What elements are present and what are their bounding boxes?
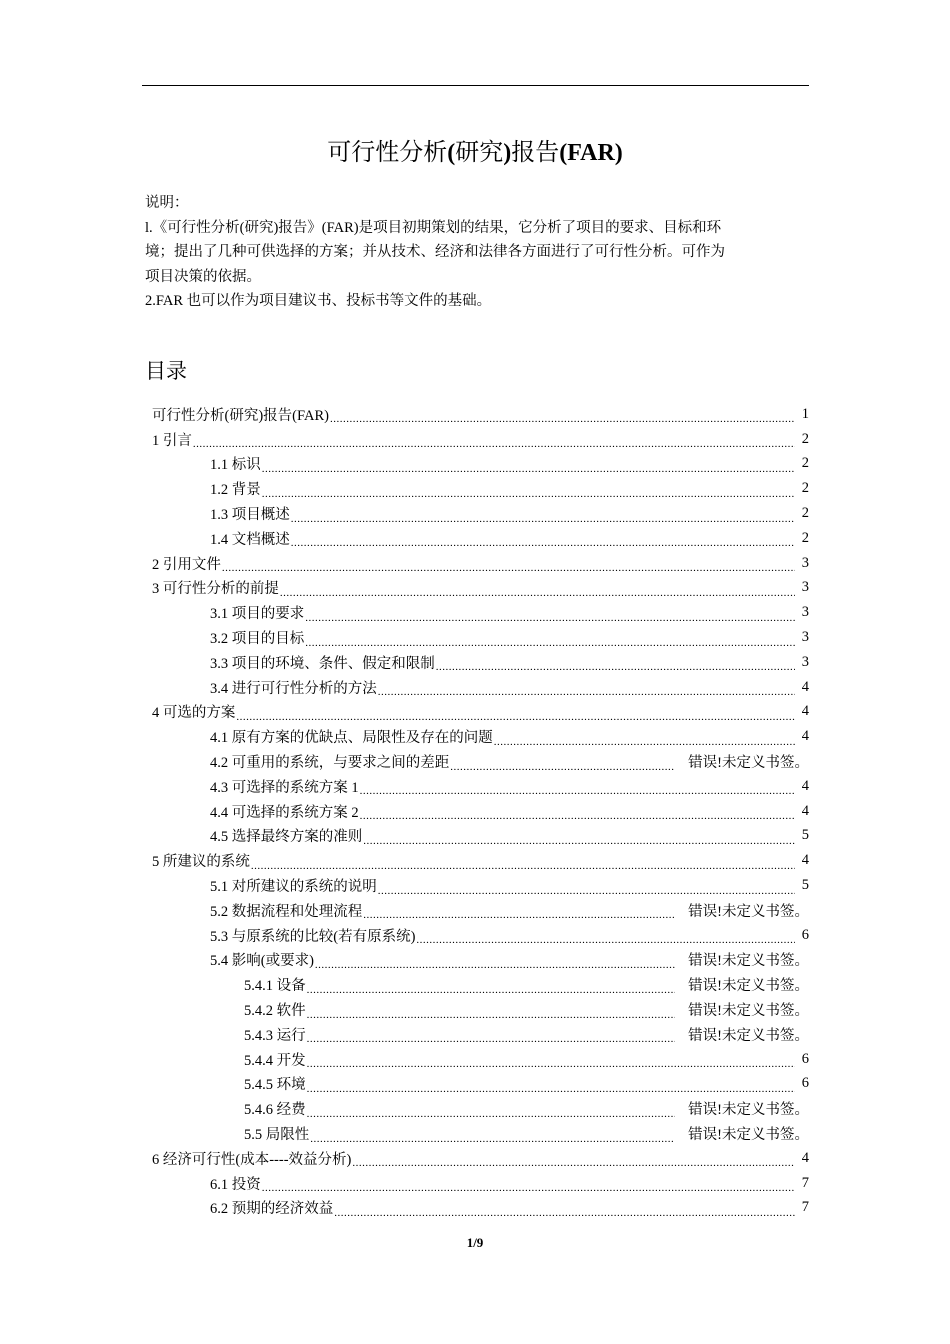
toc-entry-title: 4 可选的方案 <box>152 705 236 722</box>
toc-entry-page: 2 <box>801 480 809 497</box>
toc-entry-title: 5 所建议的系统 <box>152 854 250 871</box>
toc-entry-page: 4 <box>801 777 809 794</box>
toc-entry[interactable] <box>152 1096 809 1121</box>
intro-notes <box>145 191 810 314</box>
toc-entry-page: 3 <box>801 604 809 621</box>
toc-dot-leader <box>315 956 675 970</box>
toc-entry-page: 7 <box>801 1199 809 1216</box>
toc-entry-page: 3 <box>801 579 809 596</box>
toc-entry-title: 3.1 项目的要求 <box>210 606 305 623</box>
toc-dot-leader <box>363 906 675 920</box>
toc-dot-leader <box>262 460 795 474</box>
note-label: 说明： <box>145 195 189 211</box>
toc-dot-leader <box>262 1179 795 1193</box>
toc-entry[interactable] <box>152 427 809 452</box>
toc-dot-leader <box>360 782 795 796</box>
page-number-footer: 1/9 <box>466 1235 484 1250</box>
toc-dot-leader <box>291 534 795 548</box>
toc-entry[interactable] <box>152 898 809 923</box>
toc-entry-title: 5.4.3 运行 <box>244 1027 306 1044</box>
toc-entry-page: 4 <box>801 802 809 819</box>
toc-dot-leader <box>305 609 795 623</box>
toc-entry[interactable] <box>152 848 809 873</box>
toc-dot-leader <box>280 584 795 598</box>
toc-heading: 目录 <box>145 359 187 383</box>
toc-entry-title: 5.4.5 环境 <box>244 1077 306 1094</box>
toc-entry[interactable] <box>152 1072 809 1097</box>
toc-entry[interactable] <box>152 948 809 973</box>
toc-dot-leader <box>360 807 795 821</box>
toc-entry-page: 6 <box>801 926 809 943</box>
toc-entry-page: 2 <box>801 430 809 447</box>
toc-entry[interactable] <box>152 824 809 849</box>
toc-entry-title: 3.2 项目的目标 <box>210 631 305 648</box>
table-of-contents <box>152 402 809 1220</box>
toc-entry[interactable] <box>152 650 809 675</box>
toc-entry-page: 7 <box>801 1174 809 1191</box>
toc-entry[interactable] <box>152 1146 809 1171</box>
toc-entry[interactable] <box>152 1121 809 1146</box>
toc-entry[interactable] <box>152 873 809 898</box>
toc-entry-title: 5.4.6 经费 <box>244 1102 306 1119</box>
toc-dot-leader <box>307 1055 795 1069</box>
toc-entry[interactable] <box>152 1047 809 1072</box>
toc-entry-title: 3.3 项目的环境、条件、假定和限制 <box>210 655 435 672</box>
toc-entry-title: 6.1 投资 <box>210 1176 261 1193</box>
toc-entry[interactable] <box>152 749 809 774</box>
toc-entry-title: 4.4 可选择的系统方案 2 <box>210 804 359 821</box>
toc-entry-title: 5.4 影响(或要求) <box>210 953 314 970</box>
toc-entry-page: 5 <box>801 877 809 894</box>
toc-entry-title: 1.3 项目概述 <box>210 507 290 524</box>
toc-entry[interactable] <box>152 923 809 948</box>
toc-entry-title: 5.1 对所建议的系统的说明 <box>210 879 377 896</box>
toc-entry-page: 4 <box>801 703 809 720</box>
toc-entry-title: 5.5 局限性 <box>244 1127 310 1143</box>
toc-dot-leader <box>436 658 795 672</box>
toc-entry-page: 6 <box>801 1075 809 1092</box>
toc-entry-page: 4 <box>801 678 809 695</box>
toc-entry[interactable] <box>152 476 809 501</box>
toc-entry-page: 3 <box>801 554 809 571</box>
note-line: l.《可行性分析(研究)报告》(FAR)是项目初期策划的结果，它分析了项目的要求、目标和环 <box>145 219 722 236</box>
toc-entry-title: 6.2 预期的经济效益 <box>210 1201 334 1218</box>
toc-dot-leader <box>334 1204 795 1218</box>
note-line: 2.FAR 也可以作为项目建议书、投标书等文件的基础。 <box>145 293 492 309</box>
toc-dot-leader <box>378 683 795 697</box>
toc-entry-page: 4 <box>801 1149 809 1166</box>
toc-entry[interactable] <box>152 452 809 477</box>
document-title: 可行性分析(研究)报告(FAR) <box>327 140 623 166</box>
toc-entry-title: 5.4.4 开发 <box>244 1052 306 1069</box>
toc-entry-title: 5.4.2 软件 <box>244 1003 306 1020</box>
toc-entry-title: 可行性分析(研究)报告(FAR) <box>152 407 329 424</box>
toc-dot-leader <box>378 882 795 896</box>
toc-dot-leader <box>307 1006 675 1020</box>
toc-entry-page: 错误!未定义书签。 <box>688 1127 809 1143</box>
toc-dot-leader <box>330 410 795 424</box>
header-rule <box>142 85 809 86</box>
toc-entry-title: 3 可行性分析的前提 <box>152 581 279 598</box>
toc-entry[interactable] <box>152 1022 809 1047</box>
toc-dot-leader <box>307 981 675 995</box>
toc-entry-page: 2 <box>801 455 809 472</box>
toc-entry-title: 5.2 数据流程和处理流程 <box>210 903 363 920</box>
toc-entry-page: 6 <box>801 1050 809 1067</box>
toc-entry-title: 1.2 背景 <box>210 482 261 499</box>
toc-dot-leader <box>307 1030 675 1044</box>
toc-entry-title: 4.3 可选择的系统方案 1 <box>210 779 359 796</box>
toc-entry-title: 4.1 原有方案的优缺点、局限性及存在的问题 <box>210 730 493 747</box>
toc-dot-leader <box>291 510 795 524</box>
toc-entry-page: 错误!未定义书签。 <box>688 755 809 772</box>
toc-entry-title: 1 引言 <box>152 432 192 449</box>
toc-entry[interactable] <box>152 700 809 725</box>
toc-entry[interactable] <box>152 576 809 601</box>
toc-entry-title: 1.4 文档概述 <box>210 531 290 548</box>
toc-entry-page: 2 <box>801 529 809 546</box>
toc-entry[interactable] <box>152 675 809 700</box>
toc-entry[interactable] <box>152 997 809 1022</box>
toc-entry-title: 1.1 标识 <box>210 457 261 474</box>
toc-dot-leader <box>236 708 795 722</box>
toc-entry[interactable] <box>152 1196 809 1221</box>
toc-dot-leader <box>222 559 795 573</box>
toc-entry-title: 3.4 进行可行性分析的方法 <box>210 680 377 697</box>
toc-entry-page: 4 <box>801 852 809 869</box>
toc-dot-leader <box>494 733 795 747</box>
toc-entry-page: 错误!未定义书签。 <box>688 953 809 970</box>
toc-dot-leader <box>251 857 795 871</box>
toc-dot-leader <box>363 832 795 846</box>
toc-entry-title: 5.3 与原系统的比较(若有原系统) <box>210 928 416 945</box>
toc-entry-page: 4 <box>801 728 809 745</box>
toc-entry-page: 3 <box>801 629 809 646</box>
toc-entry[interactable] <box>152 774 809 799</box>
toc-entry-page: 1 <box>801 405 809 422</box>
toc-entry[interactable] <box>152 625 809 650</box>
toc-entry[interactable] <box>152 402 809 427</box>
toc-entry[interactable] <box>152 972 809 997</box>
toc-entry[interactable] <box>152 501 809 526</box>
toc-entry-title: 6 经济可行性(成本----效益分析) <box>152 1151 352 1168</box>
toc-entry[interactable] <box>152 1171 809 1196</box>
toc-entry-title: 5.4.1 设备 <box>244 978 306 995</box>
toc-entry-page: 3 <box>801 653 809 670</box>
toc-entry-title: 4.5 选择最终方案的准则 <box>210 829 363 846</box>
toc-dot-leader <box>450 758 675 772</box>
toc-entry-page: 错误!未定义书签。 <box>688 978 809 995</box>
toc-entry-page: 5 <box>801 827 809 844</box>
toc-entry[interactable] <box>152 551 809 576</box>
toc-entry-page: 错误!未定义书签。 <box>688 1003 809 1020</box>
toc-dot-leader <box>193 435 795 449</box>
toc-entry[interactable] <box>152 724 809 749</box>
toc-entry[interactable] <box>152 600 809 625</box>
toc-dot-leader <box>305 634 795 648</box>
toc-dot-leader <box>416 931 795 945</box>
toc-entry-page: 错误!未定义书签。 <box>688 1102 809 1119</box>
toc-entry-page: 错误!未定义书签。 <box>688 903 809 920</box>
toc-entry-title: 2 引用文件 <box>152 556 221 573</box>
toc-dot-leader <box>352 1154 795 1168</box>
toc-dot-leader <box>310 1130 675 1144</box>
note-line: 境；提出了几种可供选择的方案；并从技术、经济和法律各方面进行了可行性分析。可作为 <box>145 244 725 260</box>
toc-entry-page: 2 <box>801 505 809 522</box>
toc-entry-page: 错误!未定义书签。 <box>688 1027 809 1044</box>
toc-dot-leader <box>262 485 795 499</box>
note-line: 项目决策的依据。 <box>145 268 261 285</box>
toc-entry-title: 4.2 可重用的系统，与要求之间的差距 <box>210 755 450 772</box>
toc-entry[interactable] <box>152 526 809 551</box>
toc-entry[interactable] <box>152 799 809 824</box>
toc-dot-leader <box>307 1080 795 1094</box>
toc-dot-leader <box>307 1105 675 1119</box>
